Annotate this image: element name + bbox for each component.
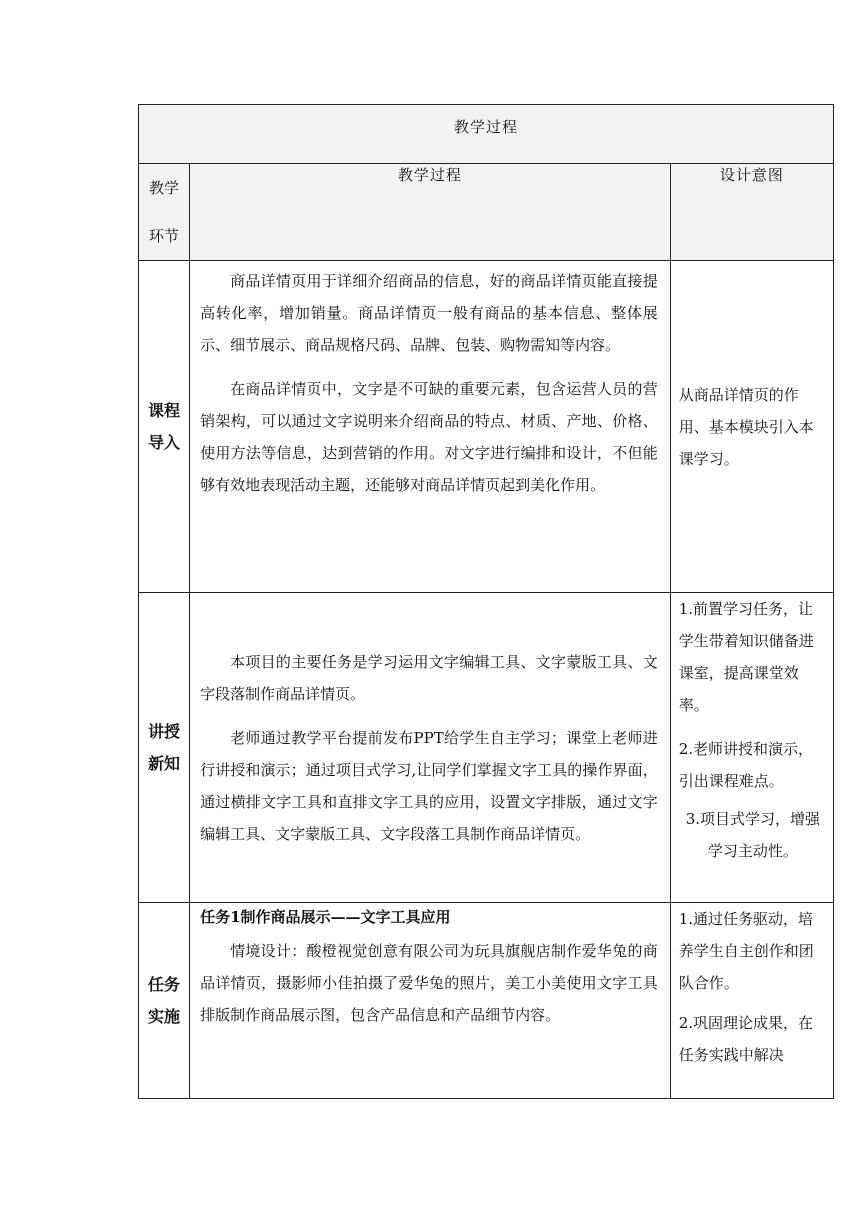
stage-line2: 新知	[148, 753, 181, 773]
header-process: 教学过程	[397, 166, 462, 184]
process-paragraph: 本项目的主要任务是学习运用文字编辑工具、文字蒙版工具、文字段落制作商品详情页。	[200, 652, 658, 703]
process-paragraph: 老师通过教学平台提前发布PPT给学生自主学习；课堂上老师进行讲授和演示；通过项目式学习,让同学们掌握文字工具的操作界面，通过横排文字工具和直排文字工具的应用，设置文字排版，通过文字编辑工具、文字蒙版工具、文字段落工具制作商品详情页。	[200, 728, 658, 843]
header-stage-line1: 教学	[149, 179, 180, 197]
stage-cell	[139, 261, 190, 593]
stage-line1: 任务	[148, 974, 181, 994]
header-process-cell	[190, 164, 671, 261]
design-cell	[670, 903, 833, 1099]
table-title-cell	[139, 105, 834, 164]
table-row	[139, 593, 834, 903]
header-design-cell	[670, 164, 833, 261]
stage-cell	[139, 903, 190, 1099]
table-title-row	[139, 105, 834, 164]
design-text: 2.巩固理论成果，在任务实践中解决	[678, 1014, 814, 1064]
stage-line1: 课程	[148, 400, 181, 420]
stage-line2: 导入	[148, 432, 181, 452]
stage-line1: 讲授	[148, 721, 181, 741]
design-cell	[670, 593, 833, 903]
table-row	[139, 903, 834, 1099]
header-stage-cell	[139, 164, 190, 261]
table-row	[139, 261, 834, 593]
process-cell	[190, 593, 671, 903]
process-cell	[190, 261, 671, 593]
stage-cell	[139, 593, 190, 903]
table-header-row	[139, 164, 834, 261]
teaching-process-table	[138, 104, 834, 1099]
process-paragraph: 情境设计：酸橙视觉创意有限公司为玩具旗舰店制作爱华兔的商品详情页，摄影师小佳拍摄了爱华兔的照片，美工小美使用文字工具排版制作商品展示图，包含产品信息和产品细节内容。	[200, 942, 658, 1024]
process-paragraph: 在商品详情页中，文字是不可缺的重要元素，包含运营人员的营销架构，可以通过文字说明来介绍商品的特点、材质、产地、价格、使用方法等信息，达到营销的作用。对文字进行编排和设计，不但能够有效地表现活动主题，还能够对商品详情页起到美化作用。	[200, 380, 658, 494]
stage-line2: 实施	[148, 1006, 181, 1026]
design-text: 1.前置学习任务，让学生带着知识储备进课室，提高课堂效率。	[678, 600, 814, 714]
design-text: 2.老师讲授和演示，引出课程难点。	[678, 740, 814, 790]
process-cell	[190, 903, 671, 1099]
task-title: 任务1制作商品展示——文字工具应用	[200, 908, 451, 926]
design-text: 从商品详情页的作用、基本模块引入本课学习。	[678, 385, 814, 468]
design-text: 1.通过任务驱动，培养学生自主创作和团队合作。	[678, 910, 814, 992]
design-cell	[670, 261, 833, 593]
header-stage-line2: 环节	[149, 227, 180, 245]
header-design: 设计意图	[719, 166, 784, 184]
design-text: 3.项目式学习，增强学习主动性。	[685, 810, 821, 860]
table-title: 教学过程	[453, 118, 518, 136]
process-paragraph: 商品详情页用于详细介绍商品的信息，好的商品详情页能直接提高转化率，增加销量。商品详情页一般有商品的基本信息、整体展示、细节展示、商品规格尺码、品牌、包装、购物需知等内容。	[200, 272, 658, 354]
